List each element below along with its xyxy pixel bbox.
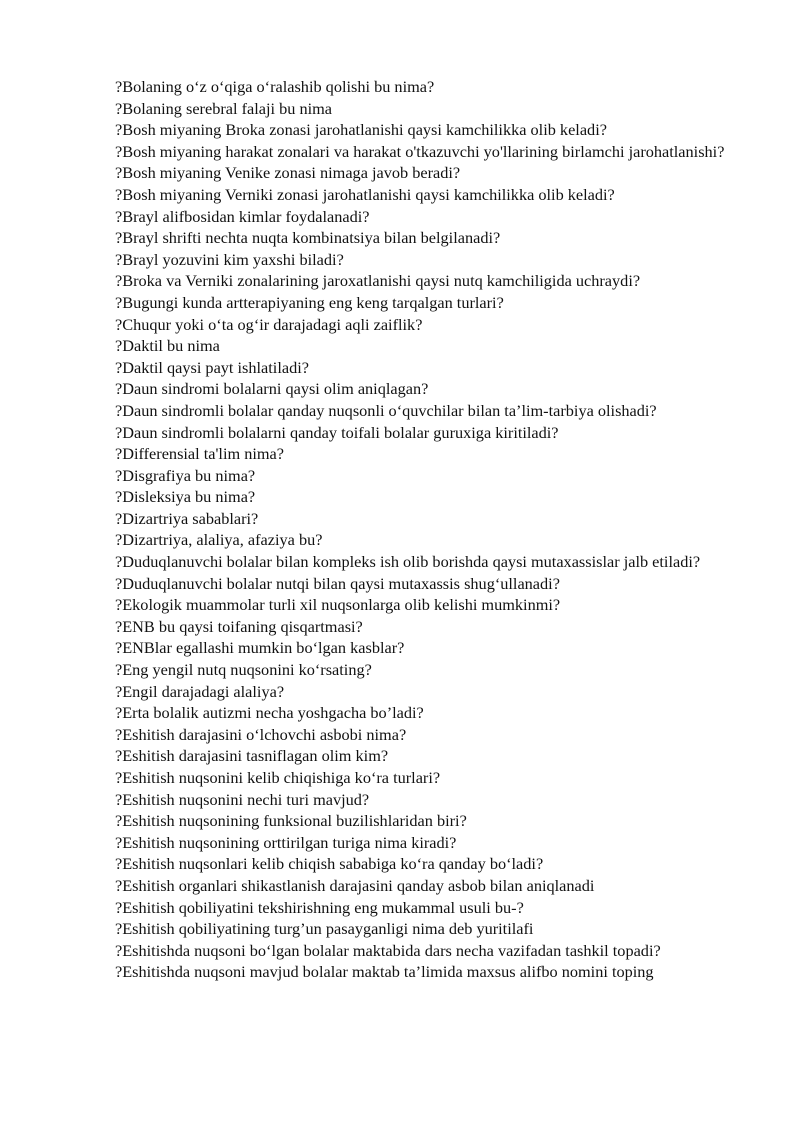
question-line: ?Bugungi kunda artterapiyaning eng keng tarqalgan turlari? — [115, 292, 504, 312]
question-line: ?Brayl shrifti nechta nuqta kombinatsiya bilan belgilanadi? — [115, 228, 501, 248]
question-line: ?Erta bolalik autizmi necha yoshgacha bo’ladi? — [115, 703, 424, 723]
question-line: ?Duduqlanuvchi bolalar bilan kompleks ish olib borishda qaysi mutaxassislar jalb etiladi? — [115, 552, 701, 572]
question-list — [115, 76, 745, 983]
question-line: ?Bosh miyaning harakat zonalari va harakat o'tkazuvchi yo'llarining birlamchi jarohatlanishi? — [115, 141, 725, 161]
question-line: ?Bosh miyaning Venike zonasi nimaga javob beradi? — [115, 163, 461, 183]
question-line: ?Eshitish nuqsonining funksional buzilishlaridan biri? — [115, 811, 467, 831]
question-line: ?Bosh miyaning Verniki zonasi jarohatlanishi qaysi kamchilikka olib keladi? — [115, 184, 615, 204]
question-line: ?Eshitish darajasini o‘lchovchi asbobi nima? — [115, 724, 407, 744]
question-line: ?Eshitish nuqsonini kelib chiqishiga ko‘ra turlari? — [115, 768, 441, 787]
question-line: ?Eshitish organlari shikastlanish darajasini qanday asbob bilan aniqlanadi — [115, 875, 595, 895]
question-line: ?Daun sindromli bolalar qanday nuqsonli o‘quvchilar bilan ta’lim-tarbiya olishadi? — [115, 400, 657, 420]
question-line: ?Eshitish nuqsonining orttirilgan turiga nima kiradi? — [115, 832, 457, 852]
question-line: ?Disgrafiya bu nima? — [115, 465, 256, 485]
question-line: ?Eng yengil nutq nuqsonini ko‘rsating? — [115, 660, 372, 680]
question-line: ?Eshitish qobiliyatining turg’un pasayganligi nima deb yuritilafi — [115, 919, 534, 939]
question-line: ?Differensial ta'lim nima? — [115, 444, 284, 464]
question-line: ?Daktil bu nima — [115, 336, 220, 356]
question-line: ?Ekologik muammolar turli xil nuqsonlarga olib kelishi mumkinmi? — [115, 595, 561, 615]
question-line: ?Brayl yozuvini kim yaxshi biladi? — [115, 249, 344, 269]
question-line: ?Eshitish darajasini tasniflagan olim kim? — [115, 746, 389, 766]
question-line: ?Eshitish nuqsonlari kelib chiqish sababiga ko‘ra qanday bo‘ladi? — [115, 854, 544, 874]
question-line: ?ENB bu qaysi toifaning qisqartmasi? — [115, 616, 363, 636]
question-line: ?Eshitishda nuqsoni mavjud bolalar maktab ta’limida maxsus alifbo nomini toping — [115, 962, 654, 982]
question-line: ?Eshitishda nuqsoni bo‘lgan bolalar maktabida dars necha vazifadan tashkil topadi? — [115, 940, 661, 960]
question-line: ?Eshitish nuqsonini nechi turi mavjud? — [115, 789, 370, 809]
question-line: ?ENBlar egallashi mumkin bo‘lgan kasblar? — [115, 638, 405, 658]
question-line: ?Daktil qaysi payt ishlatiladi? — [115, 357, 309, 377]
question-line: ?Duduqlanuvchi bolalar nutqi bilan qaysi mutaxassis shug‘ullanadi? — [115, 573, 560, 593]
question-line: ?Chuqur yoki o‘ta og‘ir darajadagi aqli zaiflik? — [115, 314, 423, 334]
question-line: ?Daun sindromi bolalarni qaysi olim aniqlagan? — [115, 379, 429, 399]
question-line: ?Dizartriya, alaliya, afaziya bu? — [115, 530, 323, 550]
question-line: ?Engil darajadagi alaliya? — [115, 681, 285, 701]
question-line: ?Brayl alifbosidan kimlar foydalanadi? — [115, 206, 370, 226]
question-line: ?Disleksiya bu nima? — [115, 487, 256, 507]
question-line: ?Bolaning o‘z o‘qiga o‘ralashib qolishi bu nima? — [115, 77, 435, 96]
question-line: ?Broka va Verniki zonalarining jaroxatlanishi qaysi nutq kamchiligida uchraydi? — [115, 271, 641, 291]
question-line: ?Bosh miyaning Broka zonasi jarohatlanishi qaysi kamchilikka olib keladi? — [115, 120, 607, 140]
question-line: ?Bolaning serebral falaji bu nima — [115, 98, 333, 118]
question-line: ?Eshitish qobiliyatini tekshirishning eng mukammal usuli bu-? — [115, 897, 524, 917]
question-line: ?Daun sindromli bolalarni qanday toifali bolalar guruxiga kiritiladi? — [115, 422, 559, 442]
question-line: ?Dizartriya sabablari? — [115, 508, 259, 528]
